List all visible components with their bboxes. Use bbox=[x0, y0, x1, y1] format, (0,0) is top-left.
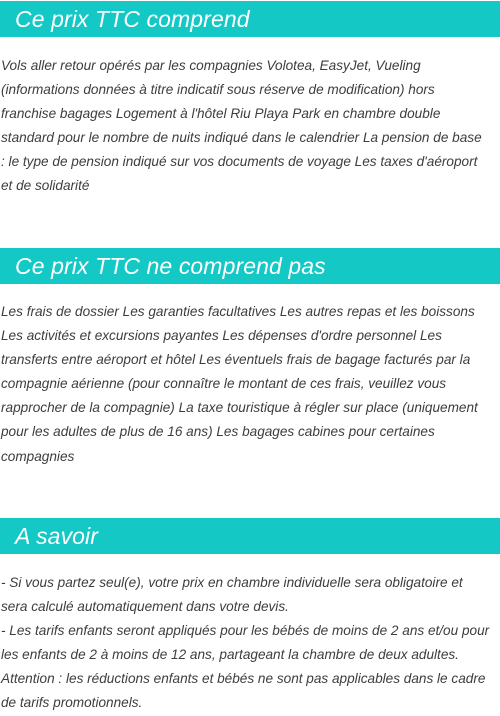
info-section bbox=[0, 518, 500, 716]
includes-banner bbox=[0, 1, 500, 37]
includes-line: et de solidarité bbox=[1, 178, 90, 194]
includes-line: : le type de pension indiqué sur vos documents de voyage Les taxes d'aéroport bbox=[1, 154, 478, 170]
includes-line: Vols aller retour opérés par les compagnies Volotea, EasyJet, Vueling bbox=[1, 58, 421, 73]
info-line: les enfants de 2 à moins de 12 ans, partageant la chambre de deux adultes. bbox=[1, 647, 459, 663]
info-line: - Si vous partez seul(e), votre prix en chambre individuelle sera obligatoire et bbox=[1, 575, 463, 590]
info-line: - Les tarifs enfants seront appliqués pour les bébés de moins de 2 ans et/ou pour bbox=[1, 623, 490, 639]
info-title: A savoir bbox=[15, 523, 99, 549]
info-line: Attention : les réductions enfants et bébés ne sont pas applicables dans le cadre bbox=[1, 671, 486, 687]
info-line: sera calculé automatiquement dans votre devis. bbox=[1, 599, 289, 615]
excludes-line: rapprocher de la compagnie) La taxe touristique à régler sur place (uniquement bbox=[1, 400, 478, 416]
includes-title: Ce prix TTC comprend bbox=[15, 6, 250, 32]
excludes-section bbox=[0, 248, 500, 469]
info-text bbox=[0, 571, 500, 716]
excludes-text bbox=[0, 300, 500, 469]
excludes-title: Ce prix TTC ne comprend pas bbox=[15, 253, 326, 279]
excludes-line: compagnie aérienne (pour connaître le montant de ces frais, veuillez vous bbox=[1, 376, 447, 392]
includes-section bbox=[0, 1, 500, 199]
info-line: de tarifs promotionnels. bbox=[1, 695, 143, 711]
excludes-banner bbox=[0, 248, 500, 284]
excludes-line: pour les adultes de plus de 16 ans) Les bagages cabines pour certaines bbox=[1, 424, 435, 440]
includes-line: standard pour le nombre de nuits indiqué dans le calendrier La pension de base bbox=[1, 130, 482, 146]
excludes-line: transferts entre aéroport et hôtel Les éventuels frais de bagage facturés par la bbox=[1, 352, 471, 368]
excludes-line: compagnies bbox=[1, 448, 75, 464]
includes-line: franchise bagages Logement à l'hôtel Riu Playa Park en chambre double bbox=[1, 106, 441, 122]
excludes-line: Les frais de dossier Les garanties facultatives Les autres repas et les boissons bbox=[1, 304, 475, 319]
includes-text bbox=[0, 54, 500, 199]
info-banner bbox=[0, 518, 500, 554]
excludes-line: Les activités et excursions payantes Les dépenses d'ordre personnel Les bbox=[1, 328, 442, 344]
includes-line: (informations données à titre indicatif sous réserve de modification) hors bbox=[1, 82, 435, 98]
